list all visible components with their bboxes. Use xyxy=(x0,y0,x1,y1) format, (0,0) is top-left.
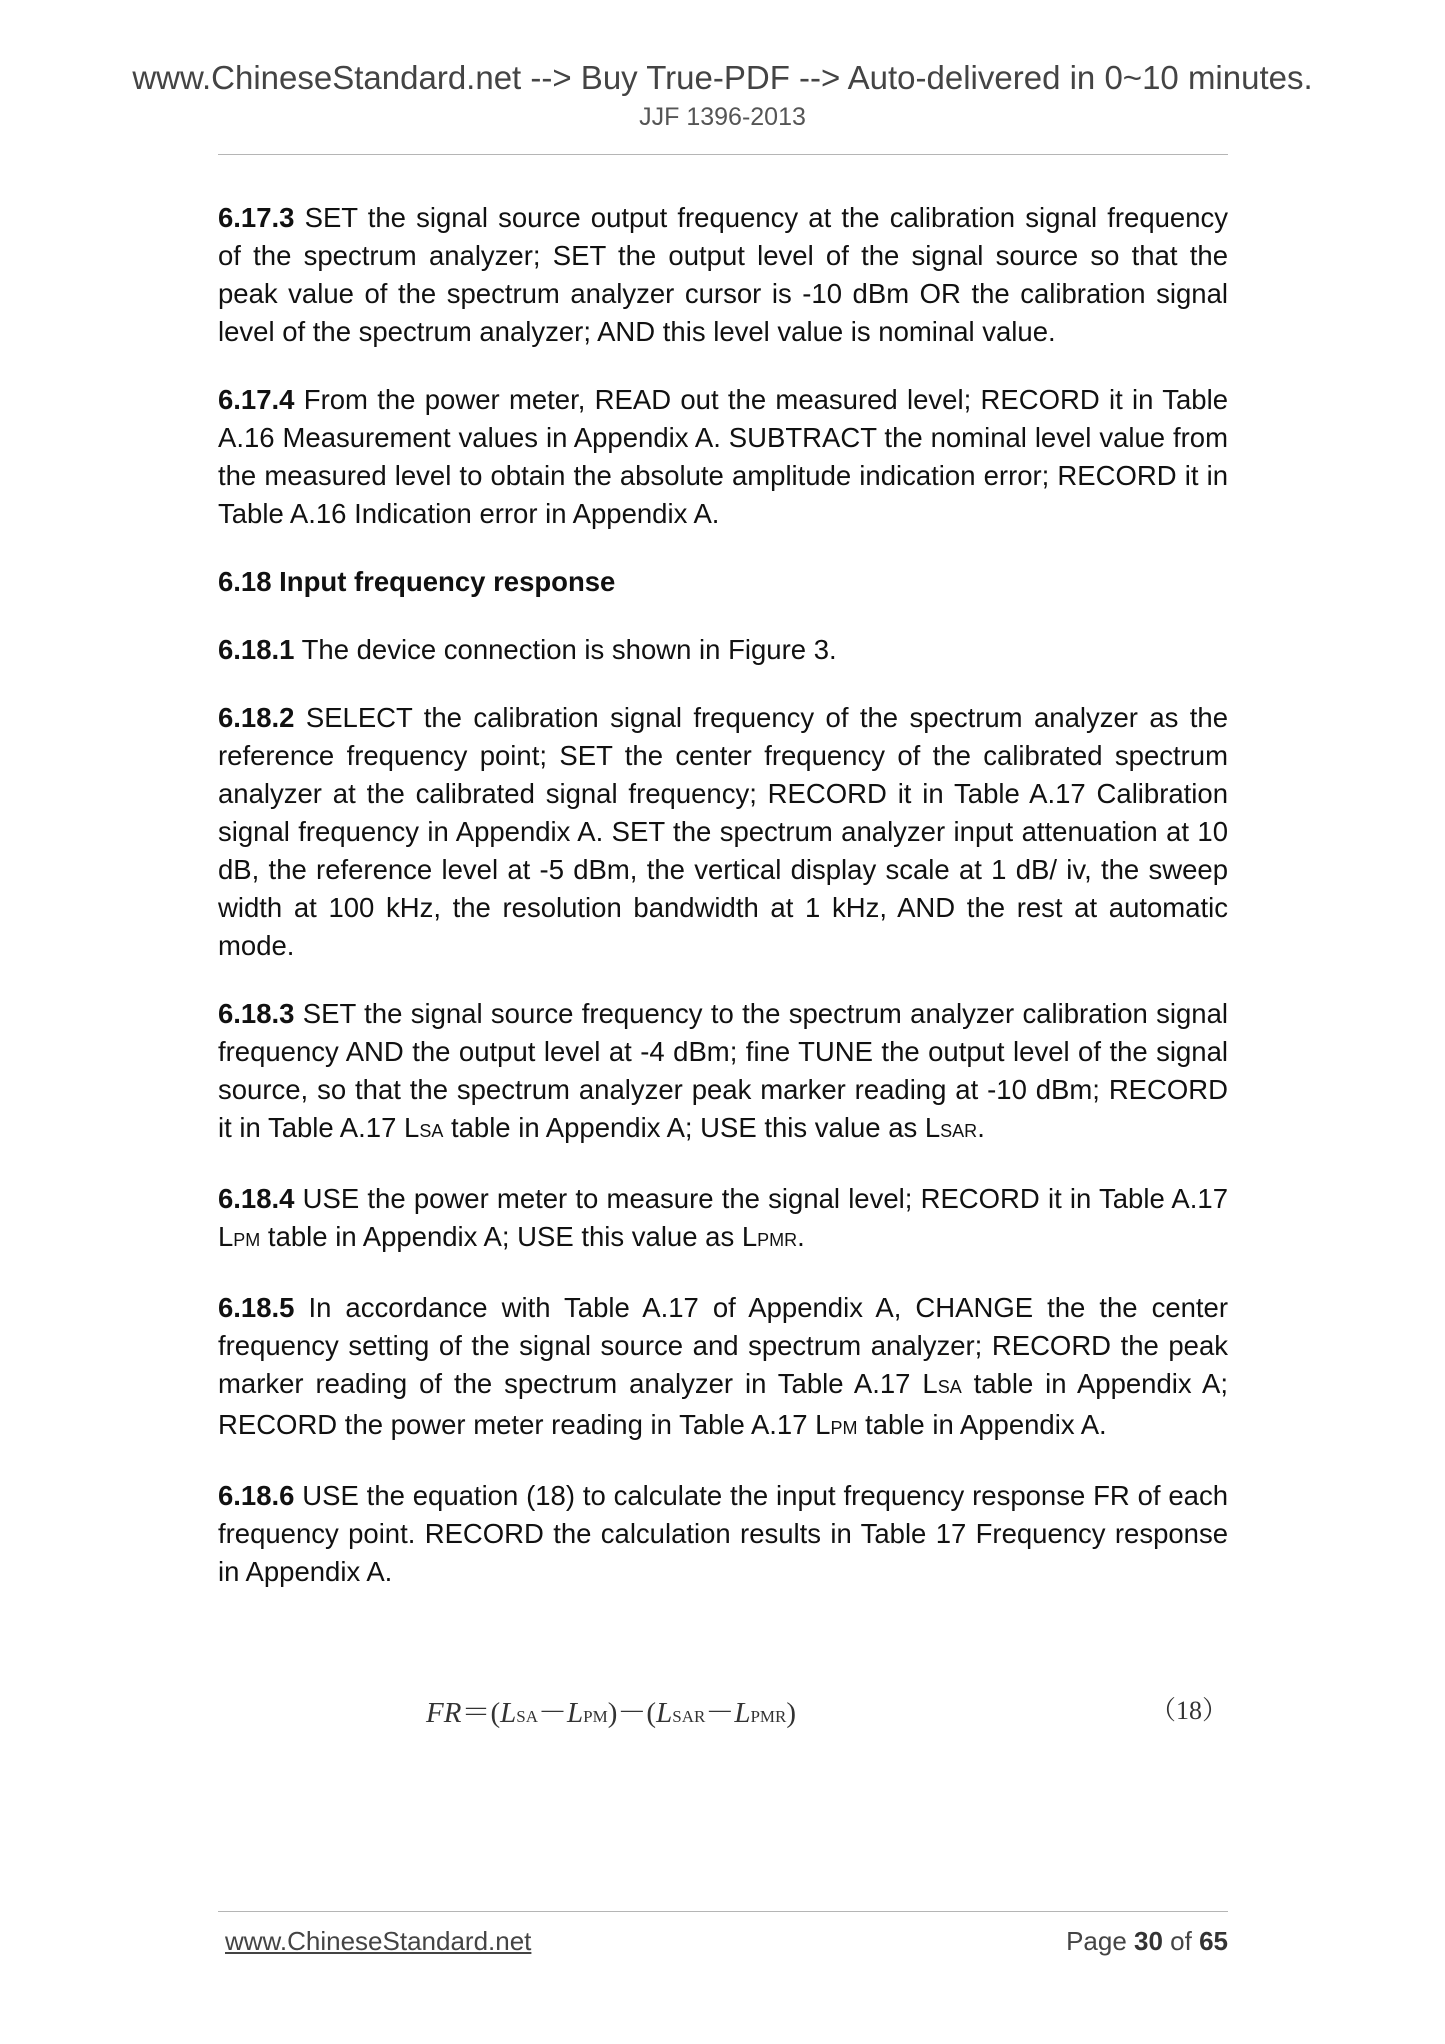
clause-number: 6.18.2 xyxy=(218,702,295,733)
equation-number: （18） xyxy=(1149,1696,1228,1725)
footer-website-link[interactable]: www.ChineseStandard.net xyxy=(225,1926,532,1956)
clause-text: SELECT the calibration signal frequency of the spectrum analyzer as the reference frequency point; SET the center frequency of the calibrated spectrum analyzer at the calibrated signal frequency; RECORD it in Table A.17 Calibration signal frequency in Appendix A. SET the spectrum analyzer input attenuation at 10 dB, the reference level at -5 dBm, the vertical display scale at 1 dB/ iv, the sweep width at 100 kHz, the resolution bandwidth at 1 kHz, AND the rest at automatic mode. xyxy=(218,702,1228,961)
eq-subscript: PMR xyxy=(750,1707,787,1726)
clause-6-18-3 xyxy=(218,995,1228,1150)
subscript: PM xyxy=(233,1230,261,1250)
eq-lhs: FR xyxy=(426,1697,462,1729)
section-heading-6-18: 6.18 Input frequency response xyxy=(218,566,616,597)
subscript: SA xyxy=(937,1377,962,1397)
clause-6-17-4 xyxy=(218,381,1228,533)
eq-minus: － xyxy=(617,1697,647,1729)
clause-6-18-2 xyxy=(218,699,1228,965)
eq-subscript: SA xyxy=(516,1707,538,1726)
eq-variable: L xyxy=(500,1697,517,1729)
clause-6-18-5 xyxy=(218,1289,1228,1447)
clause-number: 6.17.4 xyxy=(218,384,295,415)
clause-text: table in Appendix A; RECORD the power meter reading in Table A.17 L xyxy=(218,1368,1228,1440)
clause-6-18-1 xyxy=(218,631,1228,669)
clause-text: USE the equation (18) to calculate the input frequency response FR of each frequency point. RECORD the calculation results in Table 17 Frequency response in Appendix A. xyxy=(218,1480,1228,1587)
clause-text: In accordance with Table A.17 of Appendix A, CHANGE the the center frequency setting of the signal source and spectrum analyzer; RECORD the peak marker reading of the spectrum analyzer in Table A.17 L xyxy=(218,1292,1228,1399)
eq-subscript: SAR xyxy=(672,1707,706,1726)
clause-text: table in Appendix A. xyxy=(857,1409,1107,1440)
eq-subscript: PM xyxy=(583,1707,608,1726)
equation-formula xyxy=(426,1690,796,1731)
clause-number: 6.18.4 xyxy=(218,1183,295,1214)
clause-text: SET the signal source frequency to the spectrum analyzer calibration signal frequency AND the output level at -4 dBm; fine TUNE the output level of the signal source, so that the spectrum analyzer peak marker reading at -10 dBm; RECORD it in Table A.17 L xyxy=(218,998,1228,1143)
header-banner[interactable]: www.ChineseStandard.net --> Buy True-PDF --> Auto-delivered in 0~10 minutes. xyxy=(132,59,1313,96)
eq-paren: ) xyxy=(607,1697,618,1729)
page-prefix: Page xyxy=(1066,1926,1135,1956)
clause-number: 6.17.3 xyxy=(218,202,295,233)
header-divider xyxy=(218,154,1228,155)
document-body xyxy=(218,199,1228,1621)
eq-variable: L xyxy=(656,1697,673,1729)
clause-text: . xyxy=(797,1221,805,1252)
clause-text: The device connection is shown in Figure 3. xyxy=(294,634,837,665)
clause-number: 6.18.6 xyxy=(218,1480,295,1511)
subscript: SA xyxy=(419,1121,444,1141)
clause-6-18-6 xyxy=(218,1477,1228,1591)
clause-text: table in Appendix A; USE this value as L xyxy=(443,1112,941,1143)
eq-variable: L xyxy=(734,1697,751,1729)
eq-paren: ( xyxy=(646,1697,657,1729)
clause-number: 6.18.5 xyxy=(218,1292,295,1323)
page-indicator xyxy=(1066,1926,1228,1957)
clause-6-17-3 xyxy=(218,199,1228,351)
equation-18 xyxy=(218,1690,1228,1740)
eq-equals: ＝ xyxy=(461,1697,491,1729)
subscript: PMR xyxy=(757,1230,798,1250)
standard-code: JJF 1396-2013 xyxy=(639,103,806,131)
clause-text: USE the power meter to measure the signal level; RECORD it in Table A.17 L xyxy=(218,1183,1228,1252)
clause-number: 6.18.1 xyxy=(218,634,295,665)
subscript: SAR xyxy=(940,1121,978,1141)
clause-number: 6.18.3 xyxy=(218,998,295,1029)
clause-6-18-4 xyxy=(218,1180,1228,1259)
page-current: 30 xyxy=(1134,1926,1163,1956)
page-total: 65 xyxy=(1199,1926,1228,1956)
eq-minus: － xyxy=(705,1697,735,1729)
subscript: PM xyxy=(830,1418,858,1438)
clause-text: . xyxy=(977,1112,985,1143)
page-of: of xyxy=(1162,1926,1200,1956)
eq-paren: ( xyxy=(490,1697,501,1729)
eq-variable: L xyxy=(567,1697,584,1729)
footer-divider xyxy=(218,1911,1228,1912)
eq-paren: ) xyxy=(786,1697,797,1729)
clause-text: table in Appendix A; USE this value as L xyxy=(260,1221,758,1252)
eq-minus: － xyxy=(538,1697,568,1729)
clause-text: SET the signal source output frequency at the calibration signal frequency of the spectrum analyzer; SET the output level of the signal source so that the peak value of the spectrum analyzer cursor is -10 dBm OR the calibration signal level of the spectrum analyzer; AND this level value is nominal value. xyxy=(218,202,1228,347)
clause-text: From the power meter, READ out the measured level; RECORD it in Table A.16 Measurement values in Appendix A. SUBTRACT the nominal level value from the measured level to obtain the absolute amplitude indication error; RECORD it in Table A.16 Indication error in Appendix A. xyxy=(218,384,1228,529)
